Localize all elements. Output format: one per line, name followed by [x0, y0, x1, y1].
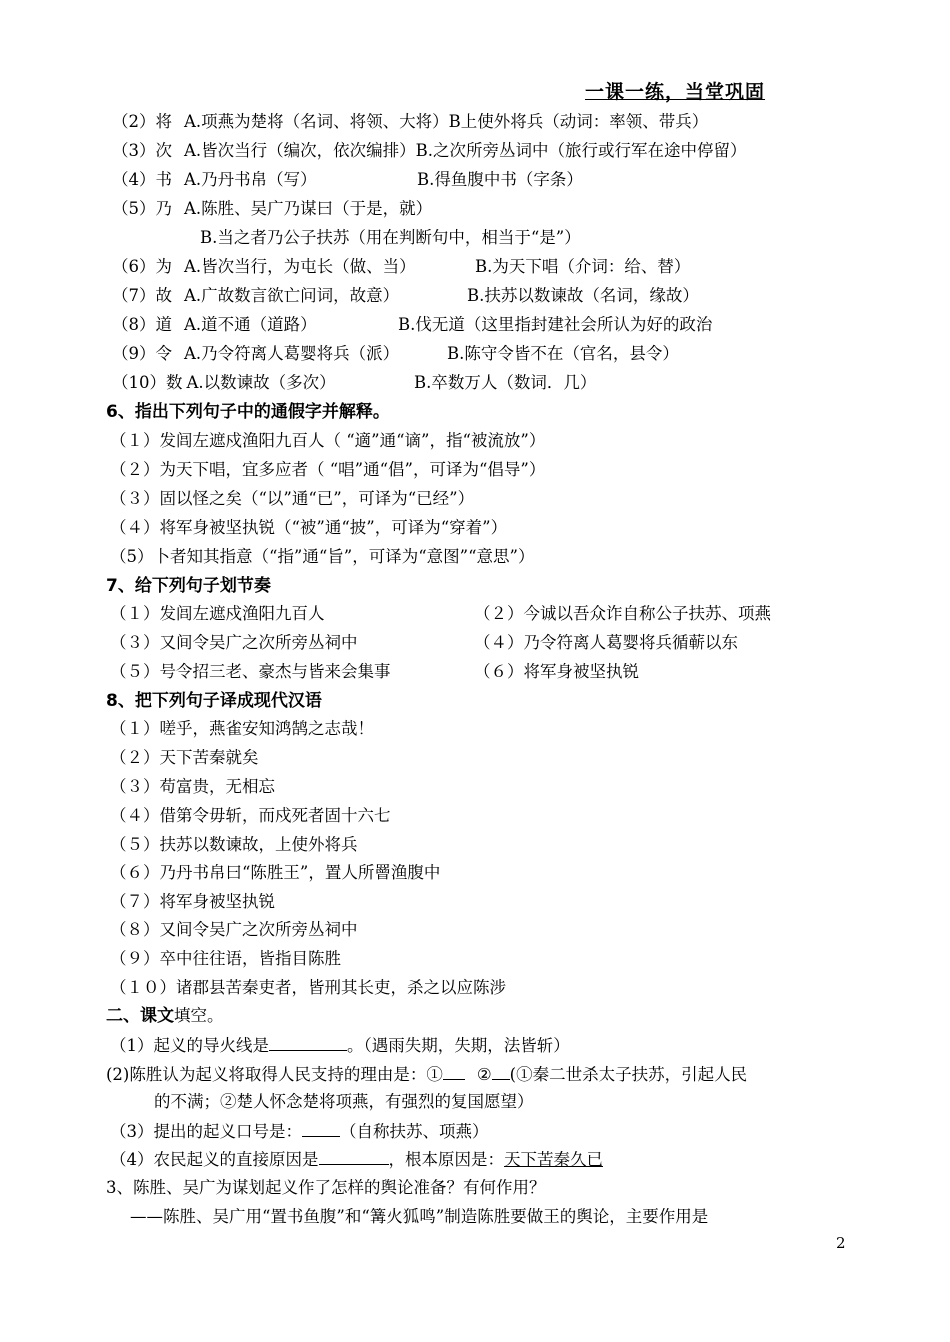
list-item: （５）扶苏以数谏故，上使外将兵: [110, 835, 358, 854]
list-item: （５）号令招三老、豪杰与皆来会集事: [110, 662, 391, 681]
fill-question-2: (2)陈胜认为起义将取得人民支持的理由是：① ② (①秦二世杀太子扶苏，引起人民: [106, 1065, 748, 1084]
word-row: （10）数 A.以数谏故（多次） B.卒数万人（数词．几）: [112, 373, 597, 392]
answer-blank[interactable]: [269, 1034, 347, 1051]
answer-blank[interactable]: [319, 1148, 389, 1165]
list-item: （６）乃丹书帛曰“陈胜王”，置人所罾渔腹中: [110, 863, 441, 882]
list-item: （７）将军身被坚执锐: [110, 892, 275, 911]
question-3-answer: ——陈胜、吴广用“置书鱼腹”和“篝火狐鸣”制造陈胜要做王的舆论，主要作用是: [130, 1207, 709, 1226]
list-item: （４）将军身被坚执锐（“被”通“披”，可译为“穿着”）: [110, 518, 508, 537]
fill-question-4: （4）农民起义的直接原因是 ，根本原因是：天下苦秦久已: [110, 1150, 603, 1169]
list-item: （5）卜者知其指意（“指”通“旨”，可译为“意图”“意思”）: [110, 547, 535, 566]
list-item: （１）发闾左遮戍渔阳九百人（ “適”通“谪”，指“被流放”）: [110, 431, 546, 450]
section-7-title: 7、给下列句子划节奏: [106, 576, 271, 596]
answer-blank[interactable]: [302, 1120, 340, 1137]
list-item: （１）发闾左遮戍渔阳九百人: [110, 604, 325, 623]
word-row: （6）为 A.皆次当行，为屯长（做、当） B.为天下唱（介词：给、替）: [112, 257, 691, 276]
list-item: （１）嗟乎，燕雀安知鸿鹄之志哉！: [110, 719, 374, 738]
page-header: 一课一练，当堂巩固: [585, 81, 766, 103]
word-row: （2）将 A.项燕为楚将（名词、将领、大将）B上使外将兵（动词：率领、带兵）: [112, 112, 709, 131]
word-row: （9）令 A.乃令符离人葛婴将兵（派） B.陈守令皆不在（官名，县令）: [112, 344, 679, 363]
fill-question-3: （3）提出的起义口号是： （自称扶苏、项燕）: [110, 1122, 489, 1141]
answer-blank[interactable]: [492, 1063, 510, 1080]
word-row: B.当之者乃公子扶苏（用在判断句中，相当于“是”）: [200, 228, 581, 247]
list-item: （３）固以怪之矣（“以”通“已”，可译为“已经”）: [110, 489, 475, 508]
list-item: （８）又间令吴广之次所旁丛祠中: [110, 920, 358, 939]
section-8-title: 8、把下列句子译成现代汉语: [106, 691, 322, 711]
answer-blank[interactable]: [443, 1063, 465, 1080]
fill-question-2-cont: 的不满；②楚人怀念楚将项燕，有强烈的复国愿望）: [154, 1092, 534, 1111]
list-item: （４）乃令符离人葛婴将兵循蕲以东: [474, 633, 738, 652]
word-row: （7）故 A.广故数言欲亡问词，故意） B.扶苏以数谏故（名词，缘故）: [112, 286, 699, 305]
word-row: （5）乃 A.陈胜、吴广乃谋曰（于是，就）: [112, 199, 433, 218]
word-row: （8）道 A.道不通（道路） B.伐无道（这里指封建社会所认为好的政治: [112, 315, 713, 334]
list-item: （９）卒中往往语，皆指目陈胜: [110, 949, 341, 968]
list-item: （２）天下苦秦就矣: [110, 748, 259, 767]
section-6-title: 6、指出下列句子中的通假字并解释。: [106, 402, 390, 422]
list-item: （１０）诸郡县苦秦吏者，皆刑其长吏，杀之以应陈涉: [110, 978, 506, 997]
page-number: 2: [836, 1234, 846, 1252]
list-item: （３）又间令吴广之次所旁丛祠中: [110, 633, 358, 652]
part-2-title: 二、课文填空。: [106, 1006, 224, 1026]
list-item: （６）将军身被坚执锐: [474, 662, 639, 681]
word-row: （4）书 A.乃丹书帛（写） B.得鱼腹中书（字条）: [112, 170, 583, 189]
list-item: （３）苟富贵，无相忘: [110, 777, 275, 796]
fill-question-1: （1）起义的导火线是 。（遇雨失期，失期，法皆斩）: [110, 1036, 570, 1055]
word-row: （3）次 A.皆次当行（编次，依次编排）B.之次所旁丛词中（旅行或行军在途中停留）: [112, 141, 747, 160]
list-item: （２）今诚以吾众诈自称公子扶苏、项燕: [474, 604, 771, 623]
list-item: （２）为天下唱，宜多应者（ “唱”通“倡”，可译为“倡导”）: [110, 460, 546, 479]
question-3: 3、陈胜、吴广为谋划起义作了怎样的舆论准备？有何作用？: [106, 1178, 546, 1197]
list-item: （４）借第令毋斩，而戍死者固十六七: [110, 806, 391, 825]
